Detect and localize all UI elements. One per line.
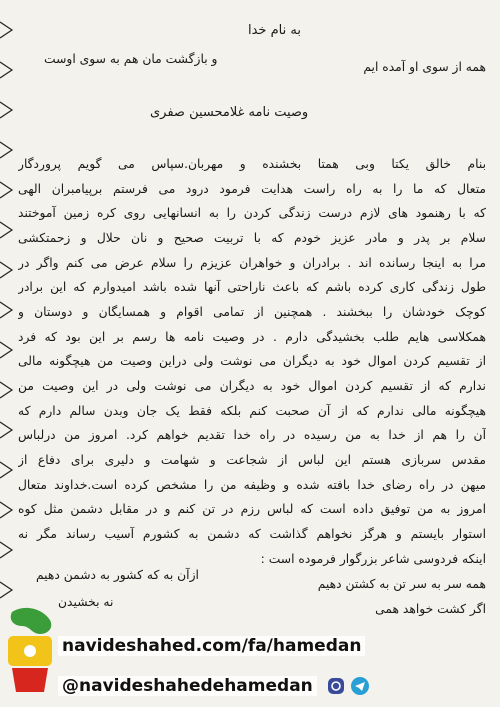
body-line: استوار بایستم و هرگز نخواهم گذاشت که دشمن به کشورم آسیب رساند مگر نه xyxy=(18,527,486,541)
body-line: امروز به من توفیق داده است که لباس رزم در تن کنم و در مقابل دشمن مثل کوه xyxy=(18,502,486,516)
body-line: کوچک خودشان را ببخشند . همچنین از تمامی اقوام و همسایگان و دوستان و xyxy=(18,305,486,319)
poem-right-1: همه سر به سر تن به کشتن دهیم xyxy=(317,577,486,591)
instagram-icon xyxy=(328,678,344,694)
body-line: متعال که ما را به راه راست هدایت فرمود درود می فرستم برپیامبران الهی xyxy=(18,182,486,196)
body-line: که با رهنمود های لازم درست زندگی کردن را به انسانهایی روی کره زمین آموختند xyxy=(18,206,486,220)
quote-right: همه از سوی او آمده ایم xyxy=(363,60,486,74)
poem-right-2: اگر کشت خواهد همی xyxy=(375,602,486,616)
body-line: هیچگونه مالی ندارم که از آن صحبت کنم بلکه فقط یک جان وبدن سالم دارم که xyxy=(18,404,486,418)
body-line: سلام بر پدر و مادر عزیز خودم که با تربیت صحیح و نان حلال و زحمتکشی xyxy=(18,231,486,245)
poem-left-1: ازآن به که کشور به دشمن دهیم xyxy=(36,568,199,582)
telegram-icon xyxy=(351,677,369,695)
body-line: مقدس سربازی هستم این لباس از شجاعت و شهامت و دلیری برای دفاع از xyxy=(18,453,486,467)
body-line: همکلاسی هایم طلب بخشیدگی دارم . در وصیت نامه ها رسم بر این بود که فرد xyxy=(18,330,486,344)
body-line: طول زندگی کاری کرده باشم که باعث ناراحتی آنها شده باشد امیدوارم که این برادر xyxy=(18,280,486,294)
page-title: وصیت نامه غلامحسین صفری xyxy=(150,105,309,120)
body-line: مرا به اینجا رسانده اند . برادران و خواهران عزیزم را سلام عرض می کنم واگر در xyxy=(18,256,486,270)
spiral-binding xyxy=(0,0,16,707)
social-icons xyxy=(326,676,372,696)
body-line: اینکه فردوسی شاعر بزرگوار فرموده است : xyxy=(260,552,486,566)
body-line: آن را هم از خدا به من رسیده در راه خدا تقدیم خواهم کرد. امروز من درلباس xyxy=(18,428,486,442)
bismillah: به نام خدا xyxy=(248,23,301,38)
quote-left: و بازگشت مان هم به سوی اوست xyxy=(44,52,218,66)
poem-left-2: نه بخشیدن xyxy=(58,595,114,609)
body-line: بنام خالق یکتا وبی همتا بخشنده و مهربان.سپاس می گویم پروردگار xyxy=(18,157,486,171)
social-handle[interactable]: @navideshahedehamedan xyxy=(58,676,317,696)
navideshahed-logo xyxy=(4,604,56,694)
body-line: از تقسیم کردن اموال خود به دیگران می نوشت ولی دراین وصیت من هیچگونه مالی xyxy=(18,354,486,368)
website-url[interactable]: navideshahed.com/fa/hamedan xyxy=(58,636,365,656)
body-line: میهن در راه رضای خدا بافته شده و وظیفه من را مشخص کرده است.خداوند متعال xyxy=(18,478,486,492)
body-line: ندارم که از تقسیم کردن اموال خود به دیگران می نوشت ولی در این وصیت من xyxy=(18,379,486,393)
